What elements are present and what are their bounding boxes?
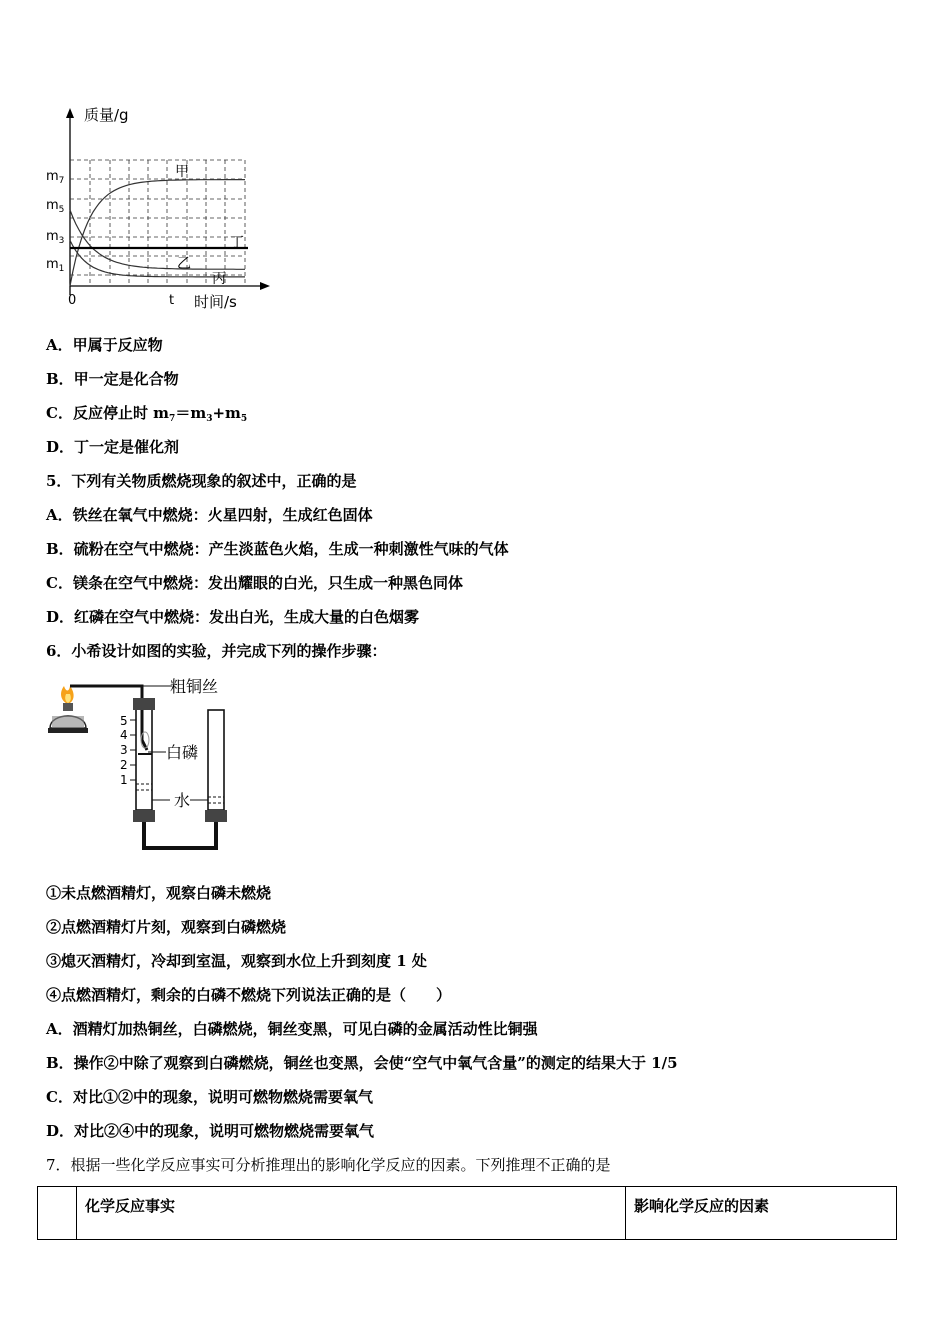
- q6-step-1: ①未点燃酒精灯，观察白磷未燃烧: [46, 884, 272, 902]
- scale-2: 2: [120, 758, 128, 772]
- q6-option-a: A．酒精灯加热铜丝，白磷燃烧，铜丝变黑，可见白磷的金属活动性比铜强: [46, 1020, 538, 1038]
- q4-option-b: B．甲一定是化合物: [46, 370, 179, 388]
- q6-option-d: D．对比②④中的现象，说明可燃物燃烧需要氧气: [46, 1122, 375, 1140]
- chart-grid: [70, 160, 245, 286]
- scale-4: 4: [120, 728, 128, 742]
- series-label-yi: 乙: [177, 256, 191, 272]
- y-tick-m1: [46, 257, 64, 274]
- q6-step-3: ③熄灭酒精灯，冷却到室温，观察到水位上升到刻度 1 处: [46, 952, 427, 970]
- right-tube: [205, 710, 227, 822]
- table-header-row: [38, 1187, 897, 1240]
- y-tick-m5: [46, 198, 64, 215]
- experiment-apparatus: [42, 672, 242, 858]
- series-label-bing: 丙: [212, 271, 226, 287]
- q5-option-c: C．镁条在空气中燃烧：发出耀眼的白光，只生成一种黑色同体: [46, 574, 463, 592]
- q6-stem: 6．小希设计如图的实验，并完成下列的操作步骤：: [46, 642, 387, 660]
- svg-text:m5: $m_5$: [46, 198, 65, 215]
- left-tube: [133, 698, 155, 822]
- q5-option-b: B．硫粉在空气中燃烧：产生淡蓝色火焰，生成一种刺激性气味的气体: [46, 540, 509, 558]
- svg-text:m1: $m_1$: [46, 257, 65, 274]
- q5-option-a: A．铁丝在氧气中燃烧：火星四射，生成红色固体: [46, 506, 373, 524]
- q6-step-2: ②点燃酒精灯片刻，观察到白磷燃烧: [46, 918, 287, 936]
- x-tick-t: t: [169, 293, 175, 308]
- q4-option-a: A．甲属于反应物: [46, 336, 163, 354]
- scale-1: 1: [120, 773, 128, 787]
- y-tick-m3: [46, 229, 64, 246]
- x-tick-0: 0: [68, 293, 77, 308]
- water-label: 水: [174, 791, 191, 810]
- scale-5: 5: [120, 714, 128, 728]
- q6-step-4: ④点燃酒精灯，剩余的白磷不燃烧下列说法正确的是（ ）: [46, 986, 452, 1004]
- y-tick-m7: [46, 169, 64, 186]
- q6-option-c: C．对比①②中的现象，说明可燃物燃烧需要氧气: [46, 1088, 373, 1106]
- x-axis-arrow: [260, 282, 270, 290]
- x-axis-label: 时间/s: [194, 293, 237, 311]
- mass-time-chart: [40, 100, 280, 315]
- table-header-fact: 化学反应事实: [77, 1187, 626, 1240]
- rubber-tube: [144, 822, 216, 848]
- table-header-index: [38, 1187, 77, 1240]
- q6-option-b: B．操作②中除了观察到白磷燃烧，铜丝也变黑，会使“空气中氧气含量”的测定的结果大于 1/5: [46, 1054, 678, 1072]
- scale-3: 3: [120, 743, 128, 757]
- alcohol-lamp-icon: [48, 686, 88, 733]
- phosphorus-label: 白磷: [166, 743, 199, 762]
- svg-text:m3: $m_3$: [46, 229, 65, 246]
- q7-table: [37, 1186, 897, 1240]
- series-label-jia: 甲: [175, 164, 189, 180]
- svg-text:m7: $m_7$: [46, 169, 65, 186]
- q4-option-d: D．丁一定是催化剂: [46, 438, 180, 456]
- series-label-ding: 丁: [230, 235, 244, 251]
- y-axis-arrow: [66, 108, 74, 118]
- table-header-factor: 影响化学反应的因素: [626, 1187, 897, 1240]
- q4-option-c: C．反应停止时 $m_7=m_3+m_5$: [46, 404, 248, 424]
- q5-stem: 5．下列有关物质燃烧现象的叙述中，正确的是: [46, 472, 357, 490]
- y-axis-label: 质量/g: [84, 106, 129, 124]
- series-yi-curve: [70, 210, 245, 269]
- q5-option-d: D．红磷在空气中燃烧：发出白光，生成大量的白色烟雾: [46, 608, 420, 626]
- wire-label: 粗铜丝: [170, 677, 219, 696]
- q7-stem: 7．根据一些化学反应事实可分析推理出的影响化学反应的因素。下列推理不正确的是: [46, 1156, 611, 1174]
